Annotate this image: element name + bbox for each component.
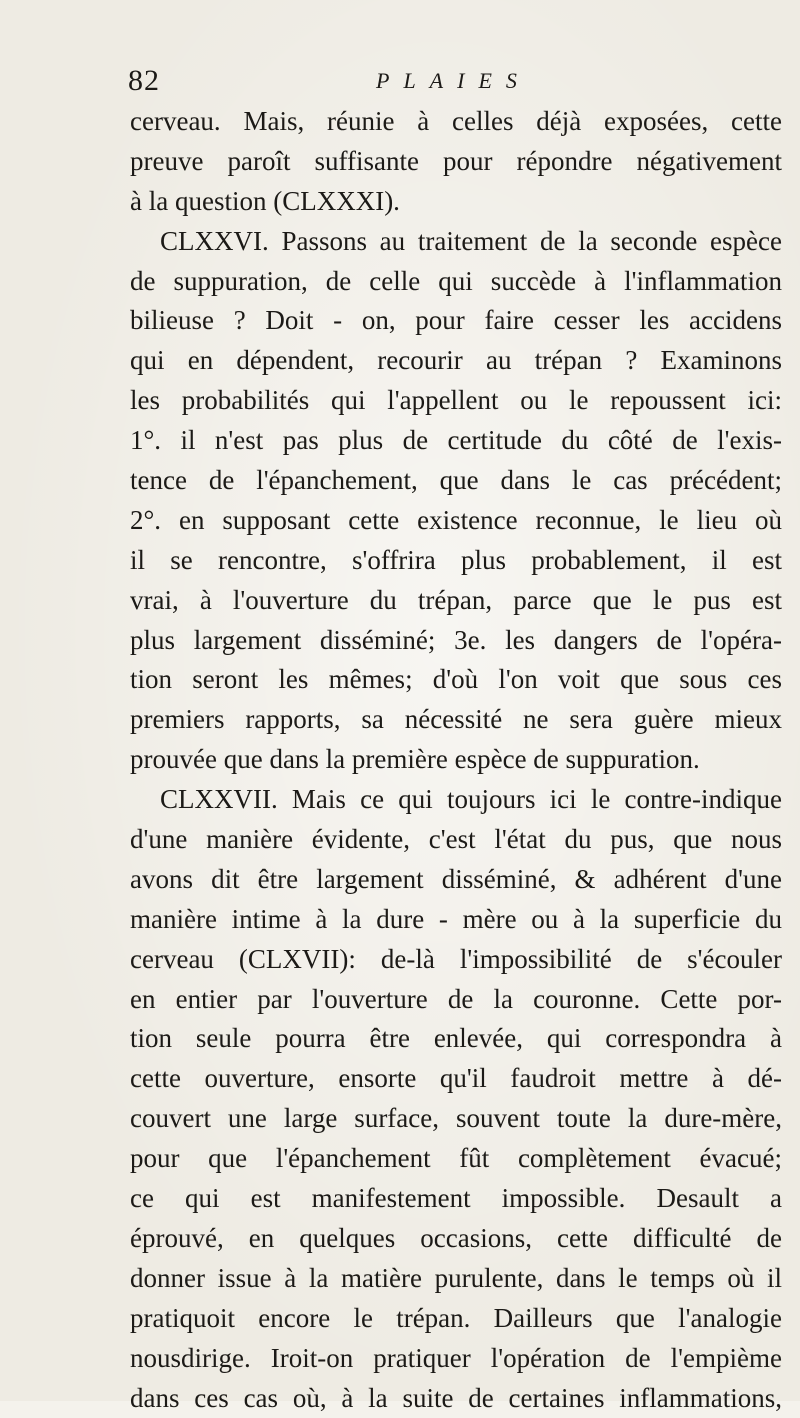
text-line: les probabilités qui l'appellent ou le repoussent ici: — [130, 381, 782, 421]
text-line: tion seront les mêmes; d'où l'on voit que sous ces — [130, 660, 782, 700]
text-line: cerveau. Mais, réunie à celles déjà exposées, cette — [130, 102, 782, 142]
text-line: éprouvé, en quelques occasions, cette difficulté de — [130, 1219, 782, 1259]
running-head: PLAIES — [376, 68, 531, 94]
text-line: tence de l'épanchement, que dans le cas précédent; — [130, 461, 782, 501]
text-line: manière intime à la dure - mère ou à la superficie du — [130, 900, 782, 940]
text-line: prouvée que dans la première espèce de suppuration. — [130, 740, 782, 780]
text-line: tion seule pourra être enlevée, qui correspondra à — [130, 1019, 782, 1059]
text-line: vrai, à l'ouverture du trépan, parce que le pus est — [130, 581, 782, 621]
text-line: ce qui est manifestement impossible. Desault a — [130, 1179, 782, 1219]
paragraph-start-line: CLXXVII. Mais ce qui toujours ici le contre-indique — [130, 780, 782, 820]
text-line: de suppuration, de celle qui succède à l'inflammation — [130, 262, 782, 302]
text-line: 1°. il n'est pas plus de certitude du côté de l'exis- — [130, 421, 782, 461]
body-text — [130, 102, 782, 1418]
page-number: 82 — [128, 64, 160, 98]
text-line: bilieuse ? Doit - on, pour faire cesser les accidens — [130, 301, 782, 341]
text-line: plus largement disséminé; 3e. les dangers de l'opéra- — [130, 621, 782, 661]
text-line: en entier par l'ouverture de la couronne. Cette por- — [130, 980, 782, 1020]
text-line: donner issue à la matière purulente, dans le temps où il — [130, 1259, 782, 1299]
text-line: cerveau (CLXVII): de-là l'impossibilité de s'écouler — [130, 940, 782, 980]
text-line: dans ces cas où, à la suite de certaines inflammations, — [130, 1379, 782, 1418]
text-line: qui en dépendent, recourir au trépan ? Examinons — [130, 341, 782, 381]
text-line: avons dit être largement disséminé, & adhérent d'une — [130, 860, 782, 900]
text-line: premiers rapports, sa nécessité ne sera guère mieux — [130, 700, 782, 740]
text-line: d'une manière évidente, c'est l'état du pus, que nous — [130, 820, 782, 860]
text-line: il se rencontre, s'offrira plus probablement, il est — [130, 541, 782, 581]
page-header — [128, 64, 760, 104]
paragraph-start-line: CLXXVI. Passons au traitement de la seconde espèce — [130, 222, 782, 262]
text-line: pour que l'épanchement fût complètement évacué; — [130, 1139, 782, 1179]
text-line: pratiquoit encore le trépan. Dailleurs que l'analogie — [130, 1299, 782, 1339]
text-line: nousdirige. Iroit-on pratiquer l'opération de l'empième — [130, 1339, 782, 1379]
text-line: couvert une large surface, souvent toute la dure-mère, — [130, 1099, 782, 1139]
text-line: à la question (CLXXXI). — [130, 182, 782, 222]
text-line: 2°. en supposant cette existence reconnue, le lieu où — [130, 501, 782, 541]
text-line: cette ouverture, ensorte qu'il faudroit mettre à dé- — [130, 1059, 782, 1099]
text-line: preuve paroît suffisante pour répondre négativement — [130, 142, 782, 182]
